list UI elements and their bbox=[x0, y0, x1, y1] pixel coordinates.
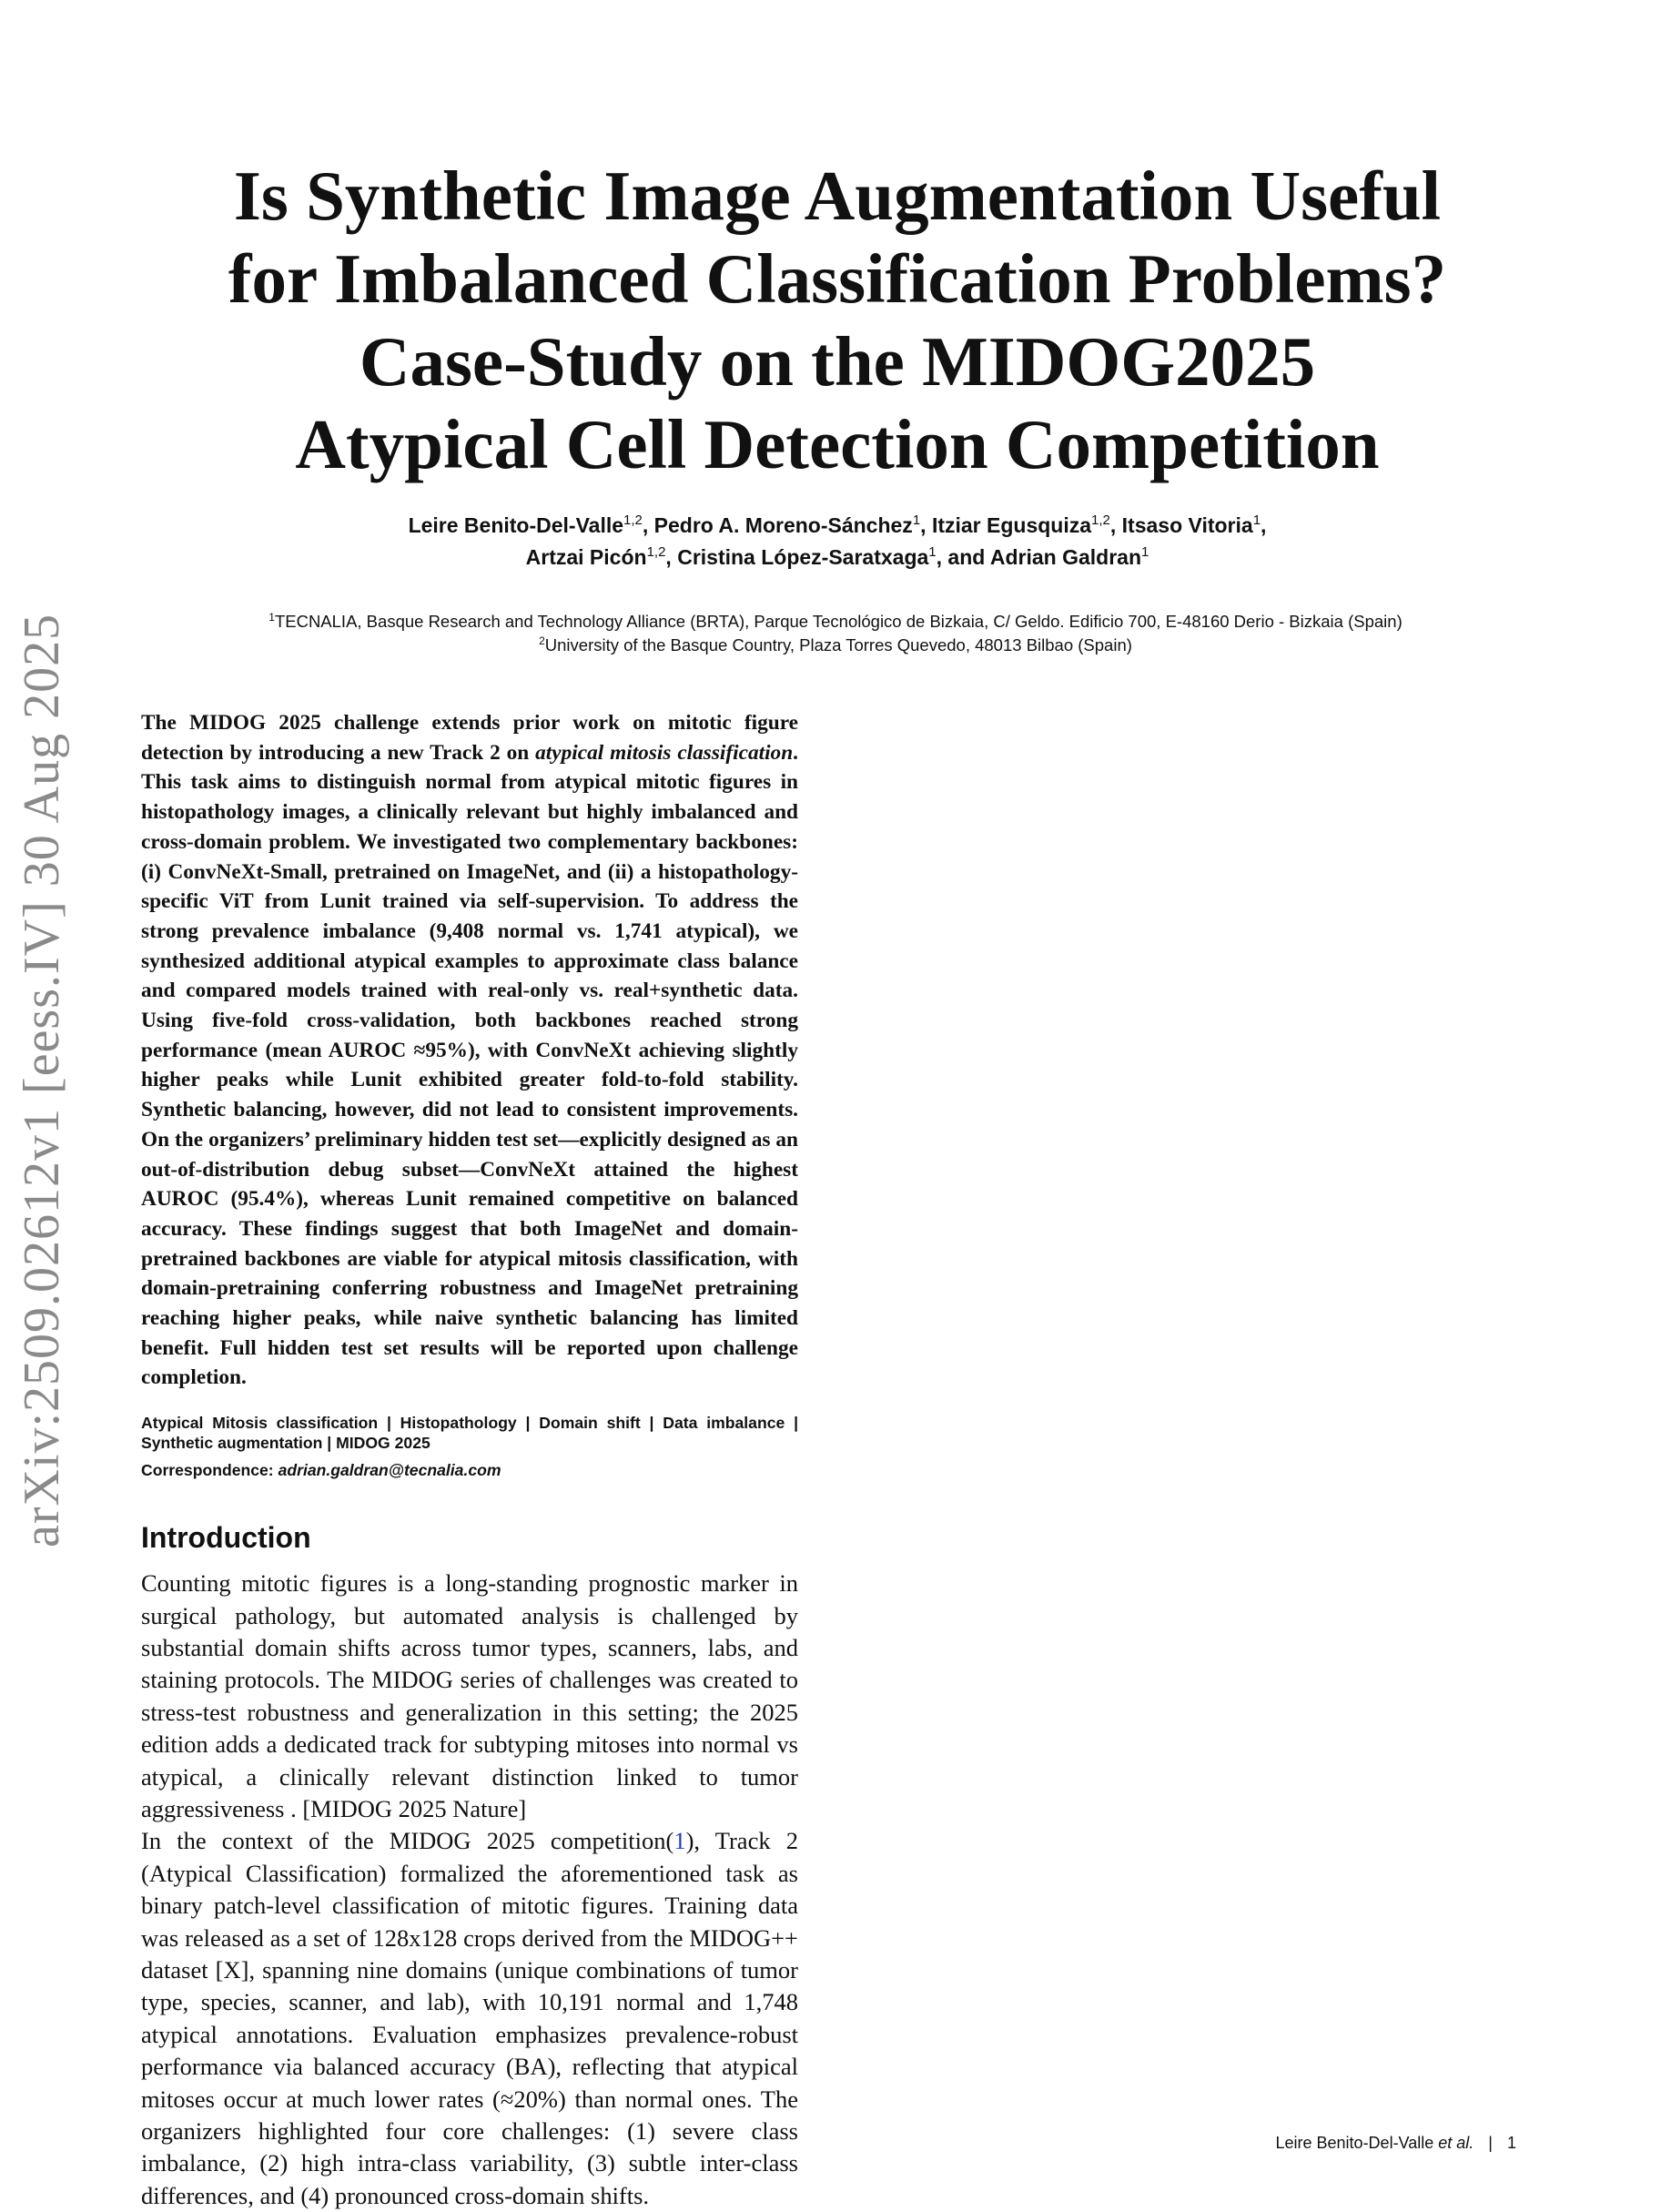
author-name: Itsaso Vitoria bbox=[1121, 513, 1253, 537]
page-footer bbox=[1276, 2134, 1517, 2153]
paragraph-text: ), Track 2 (Atypical Classification) formalized the aforementioned task as binary patch-level classification of mitotic figures. Training data was released as a set of 128x128 crops derived from the MIDOG++ dataset [X], spanning nine domains (unique combinations of tumor type, species, scanner, and lab), with 10,191 normal and 1,748 atypical annotations. Evaluation emphasizes prevalence-robust performance via balanced accuracy (BA), reflecting that atypical mitoses occur at much lower rates (≈20%) than normal ones. The organizers highlighted four core challenges: (1) severe class imbalance, (2) high intra-class variability, (3) subtle inter-class differences, and (4) pronounced cross-domain shifts. bbox=[141, 1827, 799, 2209]
footer-etal: et al. bbox=[1438, 2134, 1474, 2152]
author-separator: , bbox=[920, 513, 932, 537]
affiliation-marker: 1 bbox=[268, 611, 275, 624]
affiliation-marker: 1 bbox=[912, 512, 921, 528]
author-separator: , bbox=[642, 513, 654, 537]
abstract-text: The MIDOG 2025 challenge extends prior work on mitotic figure detection by introducing a new Track 2 on bbox=[141, 711, 798, 765]
arxiv-identifier-stamp: arXiv:2509.02612v1 [eess.IV] 30 Aug 2025 bbox=[14, 613, 70, 1547]
affiliation-marker: 1 bbox=[1252, 512, 1261, 528]
author-line bbox=[228, 510, 1447, 542]
keywords: Atypical Mitosis classification | Histopathology | Domain shift | Data imbalance | Synthetic augmentation | MIDOG 2025 bbox=[141, 1414, 798, 1453]
author-list bbox=[228, 510, 1447, 573]
title-line: Case-Study on the MIDOG2025 bbox=[359, 322, 1316, 401]
intro-paragraph: Counting mitotic figures is a long-standing prognostic marker in surgical pathology, but automated analysis is challenged by substantial domain shifts across tumor types, scanners, labs, and staining protocols. The MIDOG series of challenges was created to stress-test robustness and generalization in this setting; the 2025 edition adds a dedicated track for subtyping mitoses into normal vs atypical, a clinically relevant distinction linked to tumor aggressiveness . [MIDOG 2025 Nature] bbox=[141, 1569, 798, 1823]
title-line: for Imbalanced Classification Problems? bbox=[228, 239, 1447, 318]
affiliation-text: TECNALIA, Basque Research and Technology Alliance (BRTA), Parque Tecnológico de Bizkaia, C/ Geldo. Edificio 700, E-48160 Derio - Bizkaia (Spain) bbox=[274, 612, 1403, 631]
author-separator: , and bbox=[936, 545, 990, 569]
author-name: Pedro A. Moreno-Sánchez bbox=[653, 513, 913, 537]
affiliation-marker: 1,2 bbox=[623, 512, 643, 528]
author-separator: , bbox=[665, 545, 678, 569]
left-column bbox=[141, 708, 798, 2212]
affiliations bbox=[137, 610, 1534, 657]
abstract-emphasis: atypical mitosis classification bbox=[535, 740, 794, 765]
affiliation-marker: 1 bbox=[1141, 544, 1149, 560]
author-line bbox=[228, 542, 1447, 573]
affiliation-line bbox=[137, 634, 1534, 657]
abstract-text: . This task aims to distinguish normal from atypical mitotic figures in histopathology images, a clinically relevant but highly imbalanced and cross-domain problem. We investigated two complementary backbones: (i) ConvNeXt-Small, pretrained on ImageNet, and (ii) a histopathology-specific ViT from Lunit trained via self-supervision. To address the strong prevalence imbalance (9,408 normal vs. 1,741 atypical), we synthesized additional atypical examples to approximate class balance and compared models trained with real-only vs. real+synthetic data. Using five-fold cross-validation, both backbones reached strong performance (mean AUROC ≈95%), with ConvNeXt achieving slightly higher peaks while Lunit exhibited greater fold-to-fold stability. Synthetic balancing, however, did not lead to consistent improvements. On the organizers’ preliminary hidden test set—explicitly designed as an out-of-distribution debug subset—ConvNeXt attained the highest AUROC (95.4%), whereas Lunit remained competitive on balanced accuracy. These findings suggest that both ImageNet and domain-pretrained backbones are viable for atypical mitosis classification, with domain-pretraining conferring robustness and ImageNet pretraining reaching higher peaks, while naive synthetic balancing has limited benefit. Full hidden test set results will be reported upon challenge completion. bbox=[141, 740, 798, 1390]
affiliation-marker: 2 bbox=[539, 634, 545, 647]
citation-link[interactable]: 1 bbox=[673, 1827, 686, 1855]
correspondence-label: Correspondence: bbox=[141, 1461, 278, 1480]
correspondence-email: adrian.galdran@tecnalia.com bbox=[278, 1461, 501, 1480]
affiliation-marker: 1,2 bbox=[1091, 512, 1110, 528]
intro-paragraph bbox=[141, 1825, 798, 2212]
footer-author: Leire Benito-Del-Valle bbox=[1275, 2134, 1439, 2152]
paragraph-text: In the context of the MIDOG 2025 competition( bbox=[141, 1827, 674, 1855]
correspondence bbox=[141, 1460, 798, 1480]
title-line: Is Synthetic Image Augmentation Useful bbox=[233, 157, 1442, 235]
author-name: Adrian Galdran bbox=[989, 545, 1142, 569]
author-separator: , bbox=[1109, 513, 1122, 537]
paper-title-block bbox=[182, 155, 1493, 486]
page-number: 1 bbox=[1506, 2134, 1516, 2152]
affiliation-marker: 1,2 bbox=[646, 544, 666, 560]
author-name: Itziar Egusquiza bbox=[931, 513, 1092, 537]
paper-title bbox=[182, 155, 1493, 486]
footer-separator: | bbox=[1488, 2134, 1493, 2152]
affiliation-marker: 1 bbox=[928, 544, 937, 560]
affiliation-text: University of the Basque Country, Plaza Torres Quevedo, 48013 Bilbao (Spain) bbox=[544, 635, 1132, 654]
section-heading-introduction: Introduction bbox=[141, 1521, 311, 1555]
author-separator: , bbox=[1261, 513, 1267, 537]
author-name: Leire Benito-Del-Valle bbox=[408, 513, 624, 537]
title-line: Atypical Cell Detection Competition bbox=[295, 405, 1380, 483]
author-name: Artzai Picón bbox=[525, 545, 647, 569]
abstract bbox=[141, 708, 798, 1393]
affiliation-line bbox=[137, 610, 1534, 634]
author-name: Cristina López-Saratxaga bbox=[677, 545, 929, 569]
